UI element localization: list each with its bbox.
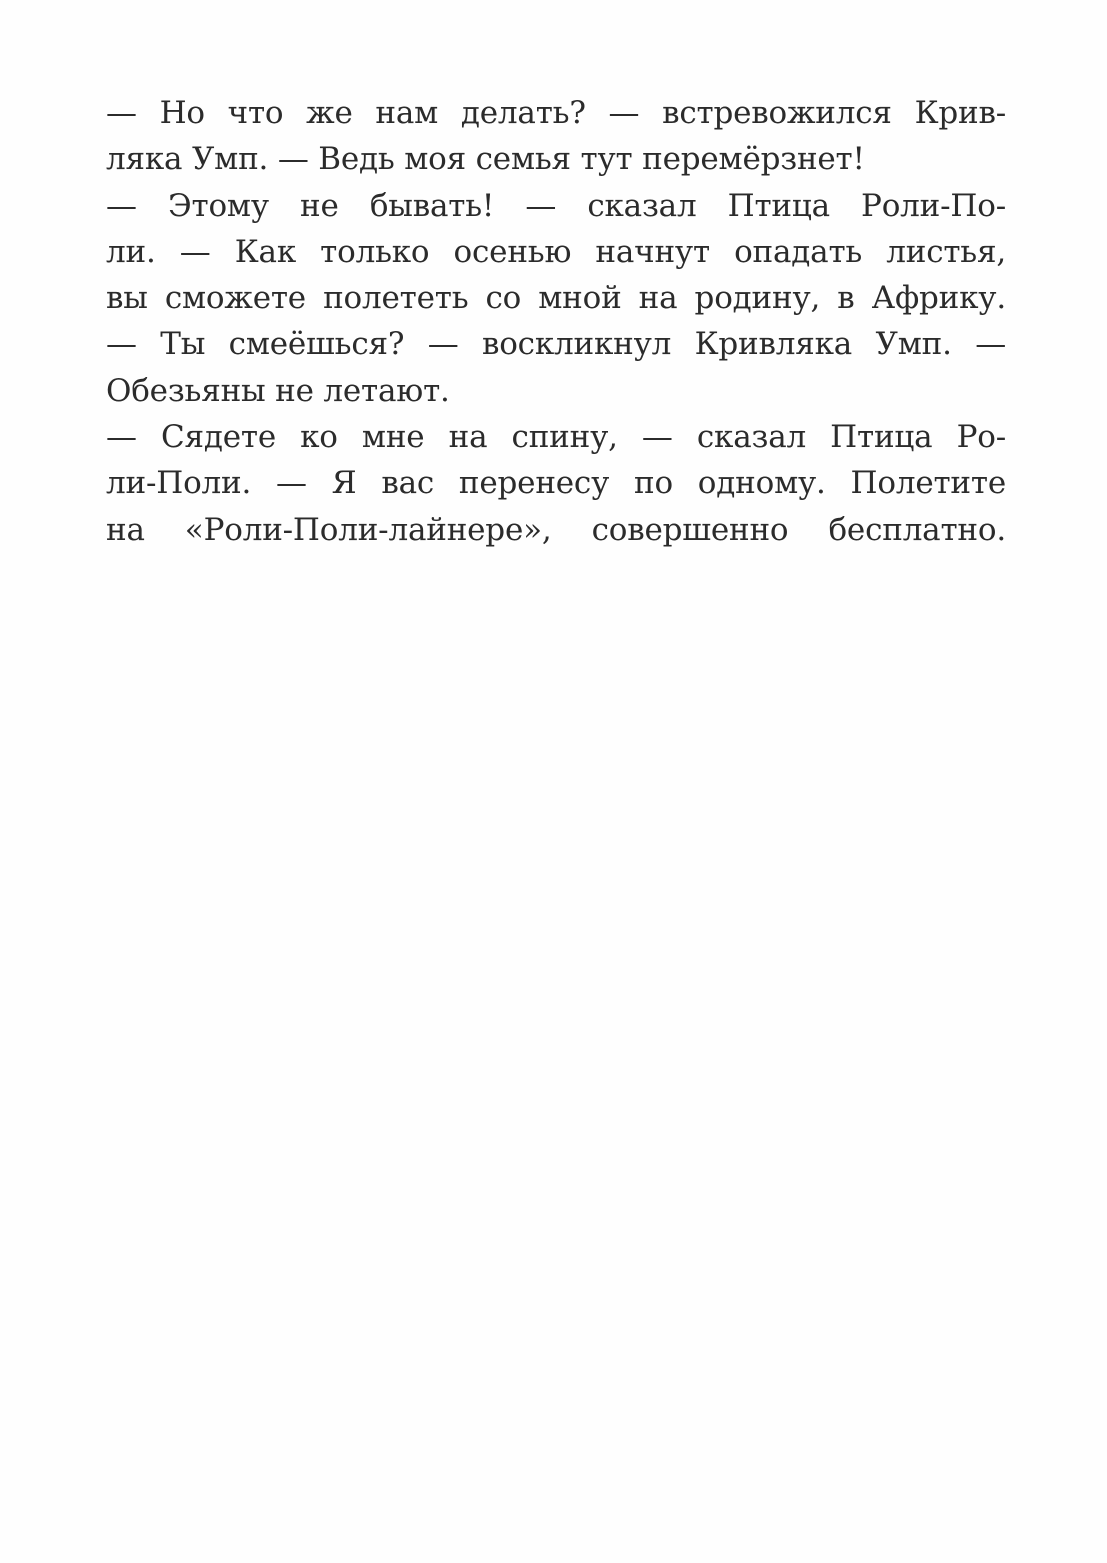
text-line-1: — Но что же нам делать? — встревожился Крив-	[106, 95, 1006, 131]
text-line-5: вы сможете полететь со мной на родину, в Африку.	[106, 280, 1006, 317]
text-line-10: на «Роли-Поли-лайнере», совершенно бесплатно.	[106, 511, 1006, 548]
text-line-3: — Этому не бывать! — сказал Птица Роли-По-	[106, 187, 1006, 224]
page-text	[106, 90, 1006, 553]
text-line-4: ли. — Как только осенью начнут опадать листья,	[106, 233, 1006, 270]
text-line-9: ли-Поли. — Я вас перенесу по одному. Полетите	[106, 465, 1006, 502]
text-line-2: ляка Умп. — Ведь моя семья тут перемёрзнет!	[106, 141, 865, 178]
text-line-6: — Ты смеёшься? — воскликнул Кривляка Умп. —	[106, 326, 1006, 363]
text-line-8: — Сядете ко мне на спину, — сказал Птица Ро-	[106, 419, 1006, 456]
text-line-7: Обезьяны не летают.	[106, 372, 450, 409]
